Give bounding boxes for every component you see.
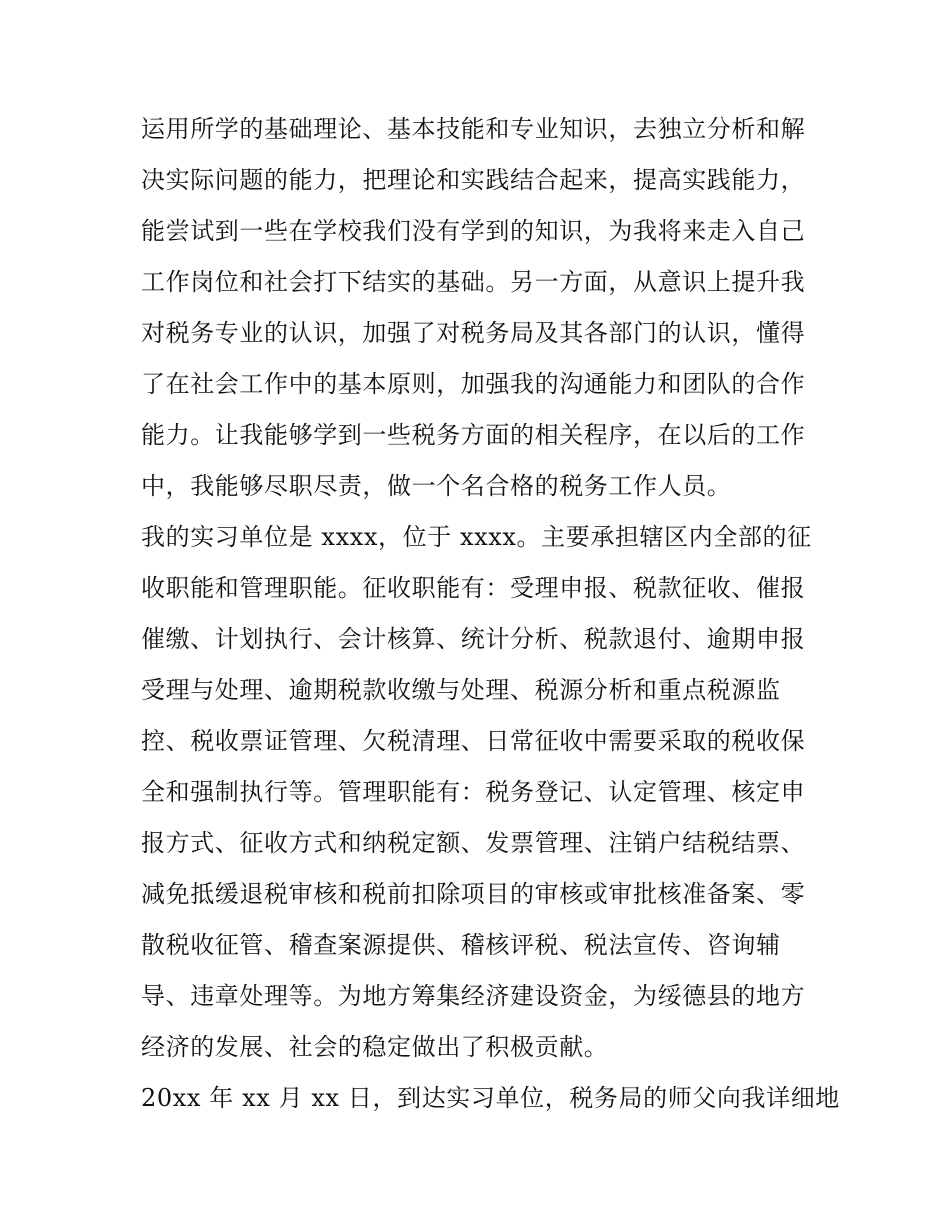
text-line: 控、税收票证管理、欠税清理、日常征收中需要采取的税收保 xyxy=(141,727,806,755)
text-line: 受理与处理、逾期税款收缴与处理、税源分析和重点税源监 xyxy=(141,676,781,704)
text-line: 能力。让我能够学到一些税务方面的相关程序，在以后的工作 xyxy=(141,421,806,449)
text-line: 催缴、计划执行、会计核算、统计分析、税款退付、逾期申报 xyxy=(141,625,806,653)
text-line: 报方式、征收方式和纳税定额、发票管理、注销户结税结票、 xyxy=(141,829,806,857)
text-line: 收职能和管理职能。征收职能有：受理申报、税款征收、催报 xyxy=(141,574,806,602)
text-line: 对税务专业的认识，加强了对税务局及其各部门的认识，懂得 xyxy=(141,319,806,347)
text-line: 我的实习单位是 xxxx，位于 xxxx。主要承担辖区内全部的征 xyxy=(141,523,812,551)
text-line: 决实际问题的能力，把理论和实践结合起来，提高实践能力， xyxy=(141,166,806,194)
text-line: 了在社会工作中的基本原则，加强我的沟通能力和团队的合作 xyxy=(141,370,806,398)
body-text xyxy=(141,104,840,1124)
text-line: 工作岗位和社会打下结实的基础。另一方面，从意识上提升我 xyxy=(141,268,806,296)
text-line: 运用所学的基础理论、基本技能和专业知识，去独立分析和解 xyxy=(141,115,806,143)
text-line: 减免抵缓退税审核和税前扣除项目的审核或审批核准备案、零 xyxy=(141,880,806,908)
text-line: 导、违章处理等。为地方筹集经济建设资金，为绥德县的地方 xyxy=(141,982,806,1010)
text-line: 能尝试到一些在学校我们没有学到的知识，为我将来走入自己 xyxy=(141,217,806,245)
text-line: 20xx 年 xx 月 xx 日，到达实习单位，税务局的师父向我详细地 xyxy=(141,1084,840,1112)
text-line: 经济的发展、社会的稳定做出了积极贡献。 xyxy=(141,1033,609,1061)
text-line: 散税收征管、稽查案源提供、稽核评税、税法宣传、咨询辅 xyxy=(141,931,781,959)
text-line: 中，我能够尽职尽责，做一个名合格的税务工作人员。 xyxy=(141,472,732,500)
text-line: 全和强制执行等。管理职能有：税务登记、认定管理、核定申 xyxy=(141,778,806,806)
